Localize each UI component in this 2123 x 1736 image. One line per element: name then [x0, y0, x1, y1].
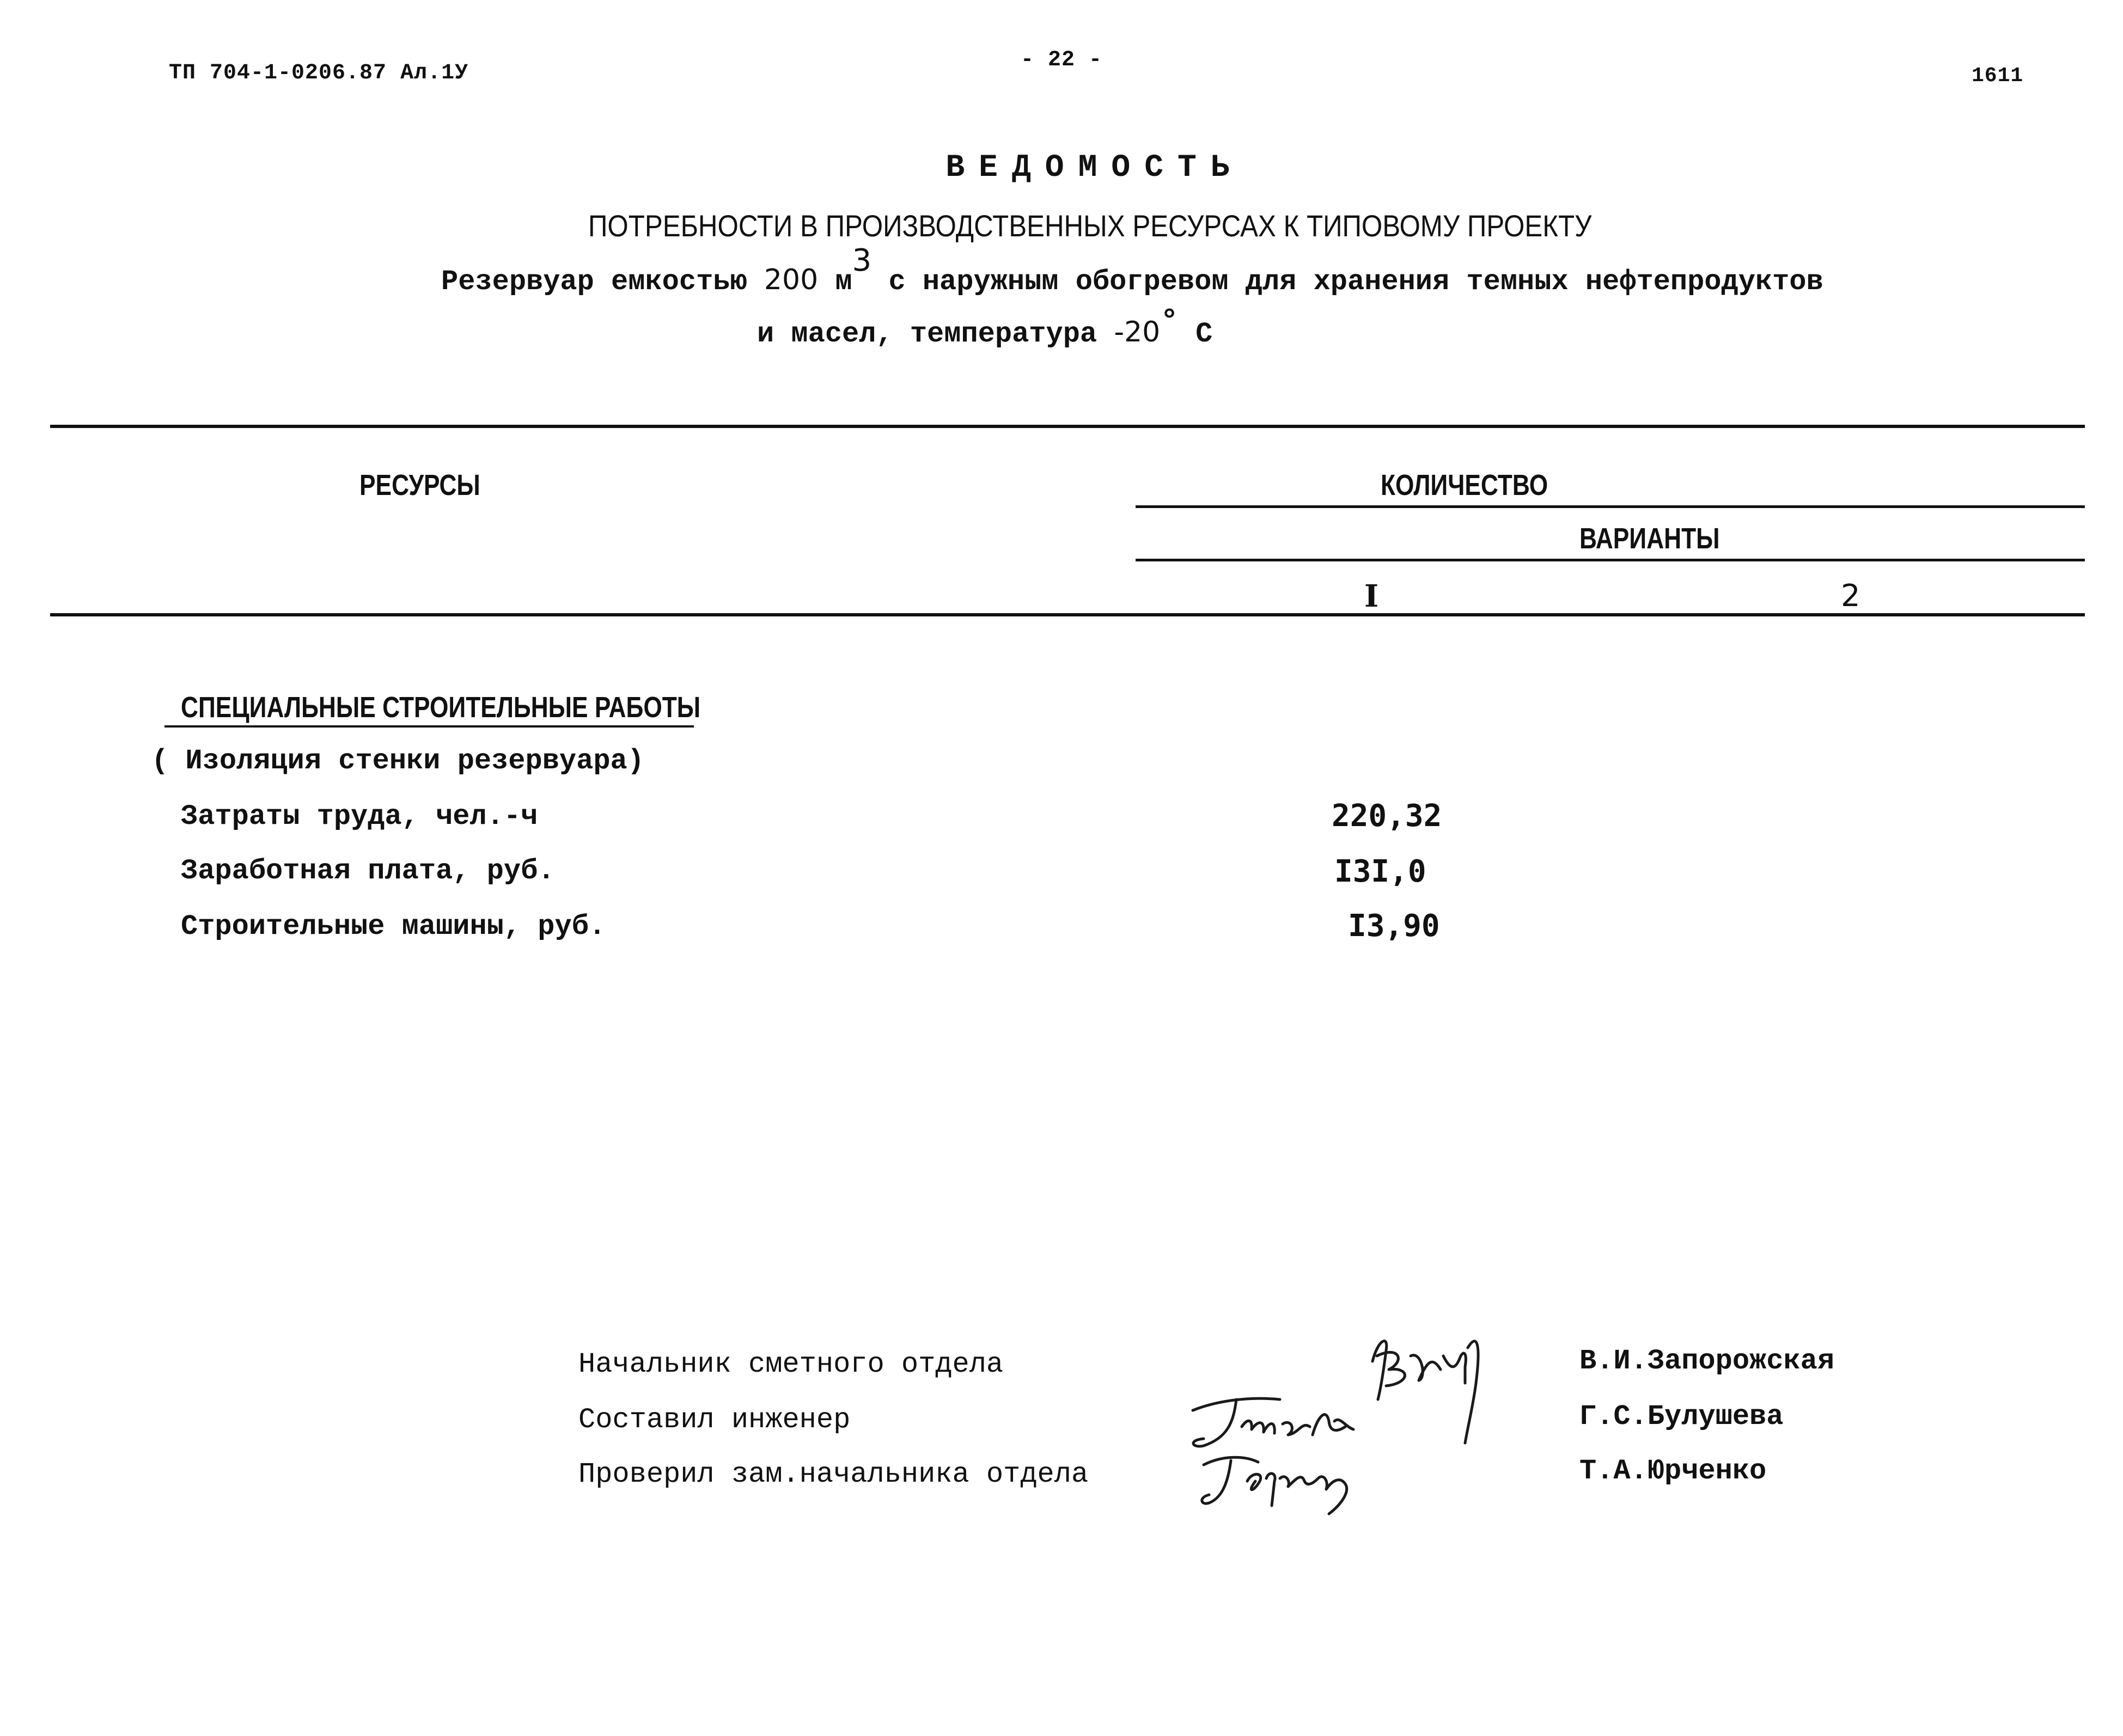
temperature-unit: С — [1178, 318, 1213, 350]
table-row-value: I3,90 — [1348, 908, 1440, 944]
signature-name: Г.С.Булушева — [1579, 1401, 1784, 1433]
capacity-unit: м — [818, 266, 852, 298]
description-prefix: Резервуар емкостью — [441, 266, 764, 298]
description-suffix: с наружным обогревом для хранения темных нефтепродуктов — [871, 266, 1823, 298]
section-subtitle: ( Изоляция стенки резервуара) — [151, 745, 644, 777]
handwritten-signatures — [1171, 1318, 1498, 1546]
column-header-resources: РЕСУРСЫ — [359, 469, 480, 502]
signature-scribble-2 — [1193, 1398, 1353, 1446]
description-prefix-2: и масел, температура — [757, 318, 1114, 350]
column-header-quantity: КОЛИЧЕСТВО — [1381, 469, 1548, 502]
quantity-rule — [1136, 505, 2085, 508]
variants-rule — [1136, 559, 2085, 561]
section-title: СПЕЦИАЛЬНЫЕ СТРОИТЕЛЬНЫЕ РАБОТЫ — [181, 691, 701, 724]
signature-role: Начальник сметного отдела — [578, 1348, 1004, 1380]
signature-name: Т.А.Юрченко — [1579, 1455, 1767, 1487]
document-code: ТП 704-1-0206.87 Ал.1У — [169, 61, 469, 85]
table-top-rule — [50, 425, 2085, 428]
table-row-value: 220,32 — [1332, 798, 1442, 834]
document-subtitle: ПОТРЕБНОСТИ В ПРОИЗВОДСТВЕННЫХ РЕСУРСАХ К ТИПОВОМУ ПРОЕКТУ — [588, 209, 1592, 243]
variant-2-header: 2 — [1841, 578, 1860, 614]
column-header-variants: ВАРИАНТЫ — [1579, 522, 1720, 555]
signature-scribble-1 — [1372, 1341, 1478, 1443]
section-title-underline — [164, 725, 694, 728]
table-row-label: Затраты труда, чел.-ч — [181, 800, 538, 833]
degree-symbol: ° — [1160, 304, 1179, 339]
signature-role: Проверил зам.начальника отдела — [578, 1458, 1089, 1490]
project-description-line2 — [757, 304, 1213, 351]
table-header-bottom-rule — [50, 613, 2085, 616]
temperature-value: -20 — [1114, 316, 1161, 349]
signature-scribble-3 — [1202, 1457, 1347, 1514]
capacity-value: 200 — [764, 264, 819, 296]
table-row-label: Заработная плата, руб. — [181, 855, 555, 887]
signature-name: В.И.Запорожская — [1579, 1345, 1835, 1377]
table-row-label: Строительные машины, руб. — [181, 910, 606, 943]
table-row-value: I3I,0 — [1334, 854, 1426, 889]
sheet-number: 1611 — [1972, 64, 2024, 88]
unit-power: 3 — [852, 243, 872, 278]
variant-1-header: I — [1364, 578, 1379, 614]
signature-role: Составил инженер — [578, 1404, 851, 1436]
document-title: ВЕДОМОСТЬ — [945, 150, 1244, 186]
page-number: - 22 - — [1020, 48, 1103, 72]
project-description-line1 — [441, 243, 1823, 298]
